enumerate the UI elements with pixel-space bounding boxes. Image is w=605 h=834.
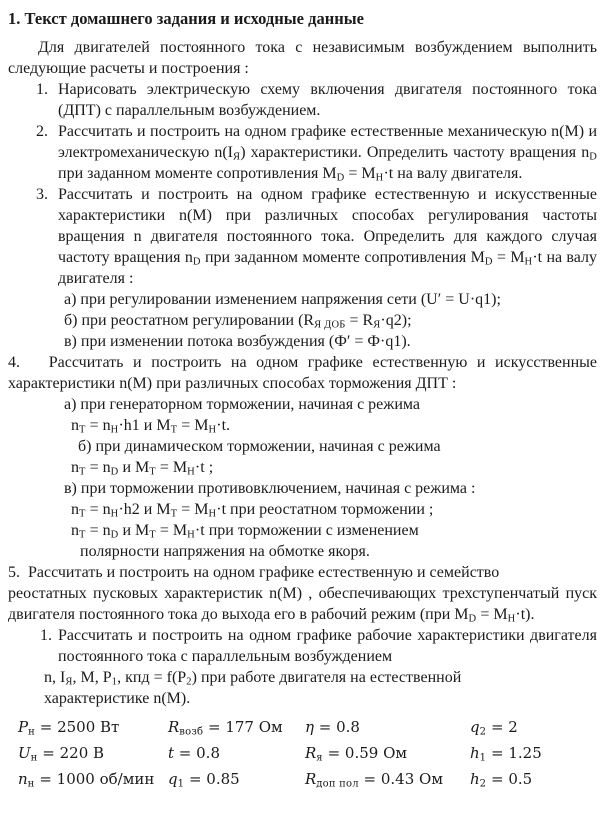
task-item-4: 4. Рассчитать и построить на одном графике естественную и искусственные характеристики n(M) при различных способах торможения ДПТ : <box>8 354 597 392</box>
task-3-subitem-b: б) при реостатном регулировании $(R_{Я ДОБ} = R_Я\cdot q2)$; <box>64 312 412 331</box>
task-6-characteristics-line: n, $I_Я$, M, $P_1$, кпд = $f(P_2)$ при работе двигателя на естественной <box>44 669 462 688</box>
task-number-6: 1. <box>40 627 52 644</box>
data-cell-t: t = 0.8 <box>168 744 220 762</box>
task-4-subitem-a-formula: $n_Т = n_Н\cdot h1$ и $M_Т = M_Н\cdot t$. <box>71 417 231 436</box>
task-4-subitem-v-formula-2: $n_Т = n_D$ и $M_Т = M_Н\cdot t$ при торможении с изменением <box>71 522 419 541</box>
given-data-row-1 <box>18 717 597 743</box>
given-data-row-2 <box>18 743 597 769</box>
task-3-subitem-a: а) при регулировании изменением напряжения сети (U′ = U·q1); <box>64 291 501 308</box>
task-4-subitem-a-label: а) при генераторном торможении, начиная с режима <box>64 396 421 413</box>
task-4-subitem-b-formula: $n_Т = n_D$ и $M_Т = M_Н\cdot t$ ; <box>71 459 214 478</box>
task-item-3 <box>8 184 597 289</box>
task-item-5: 5. Рассчитать и построить на одном графике естественную и семейство реостатных пусковых характеристик n(M) , обеспечивающих трехступенчатый пуск двигателя постоянного тока до выхода его в рабочий режим (при $M_D = M_Н\cdot t$). <box>8 564 597 625</box>
data-cell-eta: η = 0.8 <box>305 718 360 736</box>
given-data-table <box>8 717 597 795</box>
task-4-subitem-v-formula-2-cont: полярности напряжения на обмотке якоря. <box>80 543 370 560</box>
task-4-subitem-v-formula-1: $n_Т = n_Н\cdot h2$ и $M_Т = M_Н\cdot t$ при реостатном торможении ; <box>71 501 434 520</box>
data-cell-q2: $q_2 = 2$ <box>470 718 518 738</box>
task-item-2 <box>8 121 597 184</box>
task-text-2: Рассчитать и построить на одном графике естественные механическую n(M) и электромеханическую $n(I_Я)$ характеристики. Определить частоту вращения $n_D$ при заданном моменте сопротивления $M_D = M_Н\cdot t$ на валу двигателя. <box>58 123 598 184</box>
section-heading: 1. Текст домашнего задания и исходные данные <box>8 9 364 28</box>
given-data-row-3 <box>18 769 597 795</box>
data-cell-h1: $h_1 = 1.25$ <box>470 744 542 764</box>
data-cell-rya: $R_я = 0.59$ Ом <box>305 744 408 764</box>
data-cell-h2: $h_2 = 0.5$ <box>470 770 533 790</box>
task-6-characteristics-line-2: характеристике n(M). <box>44 690 191 707</box>
task-item-1 <box>8 79 597 121</box>
data-cell-un: $U_н = 220$ В <box>18 744 105 764</box>
task-3-subitem-v: в) при изменении потока возбуждения (Ф′ = Ф·q1). <box>64 333 411 350</box>
task-text-1: Нарисовать электрическую схему включения двигателя постоянного тока (ДПТ) с параллельным возбуждением. <box>58 81 597 119</box>
task-4-subitem-v-label: в) при торможении противовключением, начиная с режима : <box>64 480 476 497</box>
task-text-3: Рассчитать и построить на одном графике естественную и искусственные характеристики n(M) при различных способах регулирования частоты вращения n двигателя постоянного тока. Определить для каждого случая частоту вращения $n_D$ при заданном моменте сопротивления $M_D = M_Н\cdot t$ на валу двигателя : <box>58 186 598 287</box>
intro-paragraph: Для двигателей постоянного тока с независимым возбуждением выполнить следующие расчеты и построения : <box>8 39 597 77</box>
data-cell-nn: $n_н = 1000$ об/мин <box>18 770 155 790</box>
data-cell-rvozb: $R_{возб} = 177$ Ом <box>168 718 283 738</box>
data-cell-pn: $P_н = 2500$ Вт <box>18 718 120 738</box>
data-cell-q1: $q_1 = 0.85$ <box>168 770 240 790</box>
task-number-1: 1. <box>36 81 48 98</box>
task-number-3: 3. <box>36 186 48 203</box>
task-item-6 <box>8 625 597 667</box>
data-cell-rdop: $R_{доп пол} = 0.43$ Ом <box>305 770 444 790</box>
task-text-6: Рассчитать и построить на одном графике рабочие характеристики двигателя постоянного тока с параллельным возбуждением <box>58 627 597 665</box>
task-4-subitem-b-label: б) при динамическом торможении, начиная с режима <box>78 438 441 455</box>
task-number-2: 2. <box>36 123 48 140</box>
